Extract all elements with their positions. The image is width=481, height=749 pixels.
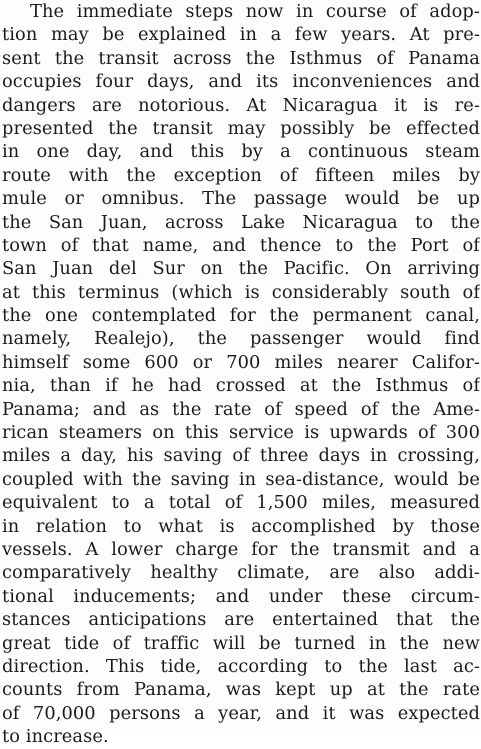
text-line: namely, Realejo), the passenger would find (2, 328, 480, 350)
text-line: occupies four days, and its inconveniences and (2, 71, 480, 93)
text-line: vessels. A lower charge for the transmit and a (2, 538, 480, 560)
text-line: equivalent to a total of 1,500 miles, measured (2, 492, 480, 514)
text-line: of 70,000 persons a year, and it was expected (2, 702, 480, 724)
text-line: coupled with the saving in sea-distance, would be (2, 468, 480, 490)
text-line: dangers are notorious. At Nicaragua it is re- (2, 94, 480, 116)
text-line: tional inducements; and under these circum- (2, 585, 480, 607)
text-line: San Juan del Sur on the Pacific. On arriving (2, 258, 480, 280)
article-column (2, 0, 480, 749)
text-line: route with the exception of fifteen miles by (2, 164, 480, 186)
text-line: the one contemplated for the permanent canal, (2, 305, 480, 327)
text-line: mule or omnibus. The passage would be up (2, 188, 480, 210)
text-line: stances anticipations are entertained that the (2, 609, 480, 631)
text-line: miles a day, his saving of three days in crossing, (2, 445, 480, 467)
text-line: to increase. (2, 726, 109, 748)
text-line: in relation to what is accomplished by those (2, 515, 480, 537)
text-line: the San Juan, across Lake Nicaragua to the (2, 211, 480, 233)
text-line: Panama; and as the rate of speed of the Ame- (2, 398, 480, 420)
text-line: The immediate steps now in course of adop- (30, 1, 480, 22)
text-line: great tide of traffic will be turned in the new (2, 632, 480, 654)
text-line: presented the transit may possibly be effected (2, 117, 480, 139)
text-line: counts from Panama, was kept up at the rate (2, 679, 480, 701)
text-line: in one day, and this by a continuous steam (2, 141, 480, 163)
text-line: comparatively healthy climate, are also addi- (2, 562, 480, 584)
text-line: nia, than if he had crossed at the Isthmus of (2, 375, 480, 397)
text-line: town of that name, and thence to the Port of (2, 234, 480, 256)
text-line: sent the transit across the Isthmus of Panama (2, 47, 480, 69)
text-line: rican steamers on this service is upwards of 300 (2, 422, 480, 444)
text-line: himself some 600 or 700 miles nearer Califor- (2, 351, 480, 373)
text-line: at this terminus (which is considerably south of (2, 281, 480, 303)
text-line: tion may be explained in a few years. At pre- (2, 24, 480, 46)
text-line: direction. This tide, according to the last ac- (2, 655, 480, 677)
